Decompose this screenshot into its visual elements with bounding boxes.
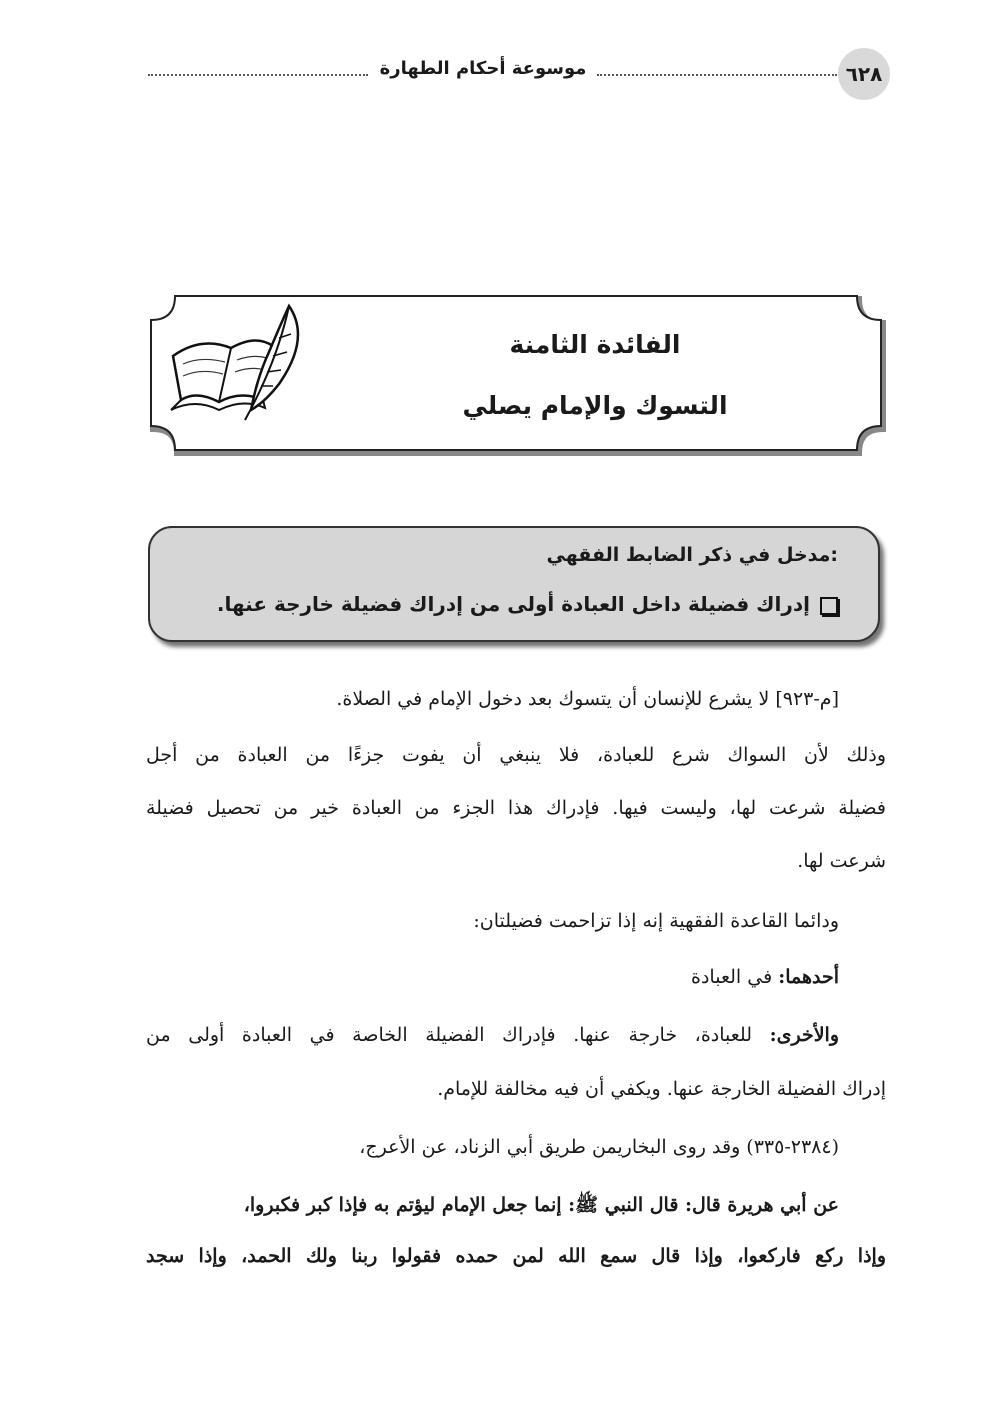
page-header (140, 48, 890, 98)
header-dotted-rule-left (148, 74, 368, 76)
chapter-title-frame (145, 288, 887, 458)
paragraph-5-text: للعبادة، خارجة عنها. فإدراك الفضيلة الخاصة في العبادة أولى من (146, 1024, 770, 1046)
paragraph-2-line-1: وذلك لأن السواك شرع للعبادة، فلا ينبغي أن يفوت جزءًا من العبادة من أجل (146, 744, 886, 766)
paragraph-1: [م-٩٢٣] لا يشرع للإنسان أن يتسوك بعد دخول الإمام في الصلاة. (336, 688, 839, 710)
intro-box (148, 526, 880, 642)
page-number: ٦٢٨ (838, 48, 890, 100)
intro-rule (217, 592, 838, 616)
chapter-title: الفائدة الثامنة (509, 330, 681, 359)
chapter-subtitle: التسوك والإمام يصلي (462, 391, 728, 420)
book-title: موسوعة أحكام الطهارة (379, 58, 587, 79)
hadith-line-2: وإذا ركع فاركعوا، وإذا قال سمع الله لمن حمده فقولوا ربنا ولك الحمد، وإذا سجد (146, 1245, 886, 1267)
paragraph-5-label: والأخرى: (769, 1024, 839, 1046)
paragraph-2-line-3: شرعت لها. (797, 850, 886, 872)
paragraph-2-line-2: فضيلة شرعت لها، وليست فيها. فإدراك هذا الجزء من العبادة خير من تحصيل فضيلة (146, 797, 886, 819)
paragraph-4-text: في العبادة (691, 966, 779, 988)
paragraph-3: ودائما القاعدة الفقهية إنه إذا تزاحمت فضيلتان: (473, 910, 839, 932)
paragraph-6: (٢٣٨٤-٣٣٥) وقد روى البخاريمن طريق أبي الزناد، عن الأعرج، (359, 1136, 839, 1158)
checkbox-icon (820, 597, 838, 615)
intro-rule-text: إدراك فضيلة داخل العبادة أولى من إدراك فضيلة خارجة عنها. (216, 592, 810, 616)
paragraph-5-line-1 (146, 1024, 839, 1046)
paragraph-4-label: أحدهما: (778, 966, 839, 988)
book-feather-icon (161, 298, 311, 428)
paragraph-4 (691, 966, 839, 988)
header-dotted-rule-right (597, 74, 837, 76)
hadith-line-1: عن أبي هريرة قال: قال النبي ﷺ: إنما جعل الإمام ليؤتم به فإذا كبر فكبروا، (243, 1194, 839, 1216)
intro-heading: مدخل في ذكر الضابط الفقهي: (546, 544, 838, 566)
paragraph-5-line-2: إدراك الفضيلة الخارجة عنها. ويكفي أن فيه مخالفة للإمام. (437, 1078, 886, 1100)
